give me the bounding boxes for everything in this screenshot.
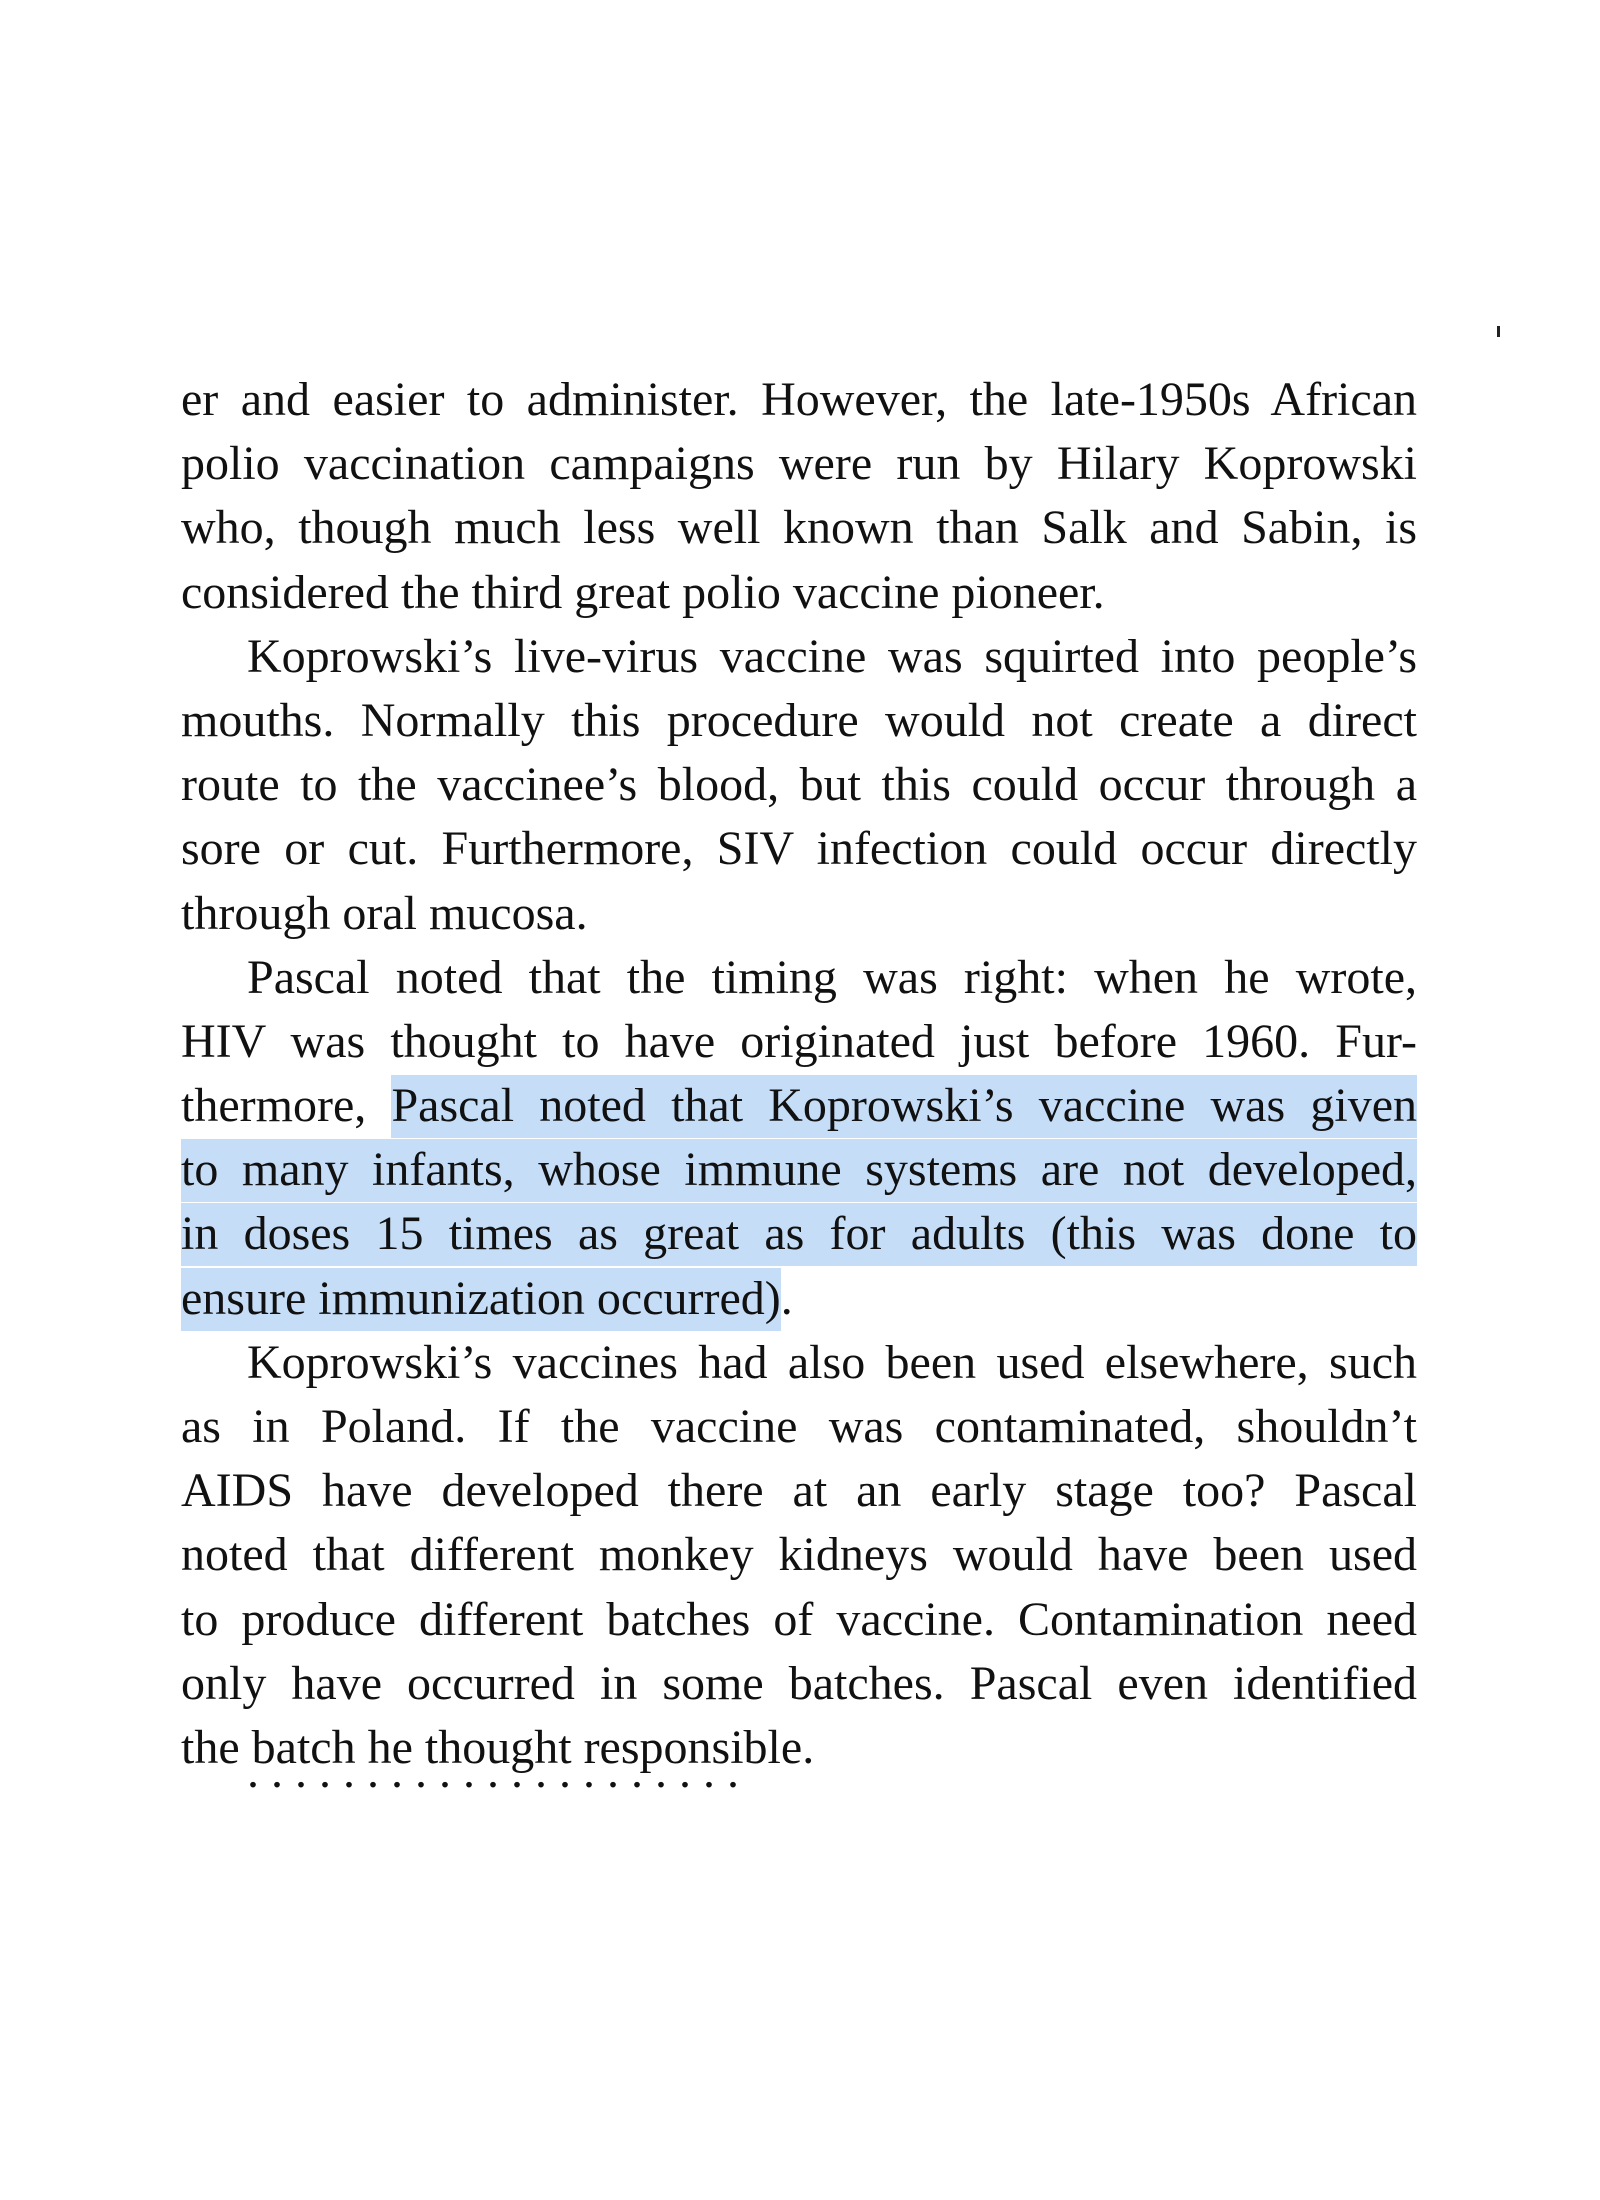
paragraph-1	[181, 368, 1417, 625]
text-line: Koprowski’s live-virus vaccine was squirted into people’s	[247, 629, 1417, 683]
text-line	[181, 1074, 1417, 1138]
body-text	[181, 368, 1417, 1780]
text-line: only have occurred in some batches. Pascal even identified	[181, 1656, 1417, 1710]
text-segment: .	[780, 1271, 793, 1325]
highlighted-text[interactable]: ensure immunization occurred)	[181, 1268, 781, 1331]
text-line	[181, 1202, 1417, 1266]
paragraph-3	[181, 946, 1417, 1331]
text-line: to produce different batches of vaccine. Contamination need	[181, 1592, 1417, 1646]
text-line: mouths. Normally this procedure would not create a direct	[181, 693, 1417, 747]
text-line: sore or cut. Furthermore, SIV infection could occur directly	[181, 822, 1417, 876]
paragraph-2	[181, 625, 1417, 946]
paragraph-4	[181, 1331, 1417, 1780]
text-line	[181, 1267, 1417, 1331]
clipped-next-line	[181, 1780, 1417, 1806]
text-line: route to the vaccinee’s blood, but this could occur through a	[181, 758, 1417, 812]
text-line: polio vaccination campaigns were run by Hilary Koprowski	[181, 437, 1417, 491]
text-segment: thermore,	[181, 1079, 392, 1133]
text-line: er and easier to administer. However, the late-1950s African	[181, 373, 1417, 426]
text-line: Koprowski’s vaccines had also been used elsewhere, such	[247, 1335, 1417, 1389]
page-edge-mark	[1497, 326, 1500, 337]
highlighted-text[interactable]: in doses 15 times as great as for adults (this was done to	[181, 1203, 1417, 1266]
text-line: considered the third great polio vaccine pioneer.	[181, 565, 1105, 619]
text-line	[181, 1138, 1417, 1202]
highlighted-text[interactable]: to many infants, whose immune systems are not developed,	[181, 1139, 1417, 1202]
highlighted-text[interactable]: Pascal noted that Koprowski’s vaccine was given	[391, 1075, 1417, 1138]
text-line: Pascal noted that the timing was right: when he wrote,	[247, 950, 1417, 1004]
text-line: through oral mucosa.	[181, 886, 588, 940]
text-line: who, though much less well known than Salk and Sabin, is	[181, 501, 1417, 555]
text-line: the batch he thought responsible.	[181, 1720, 815, 1774]
text-line: noted that different monkey kidneys would have been used	[181, 1528, 1417, 1582]
text-line: AIDS have developed there at an early stage too? Pascal	[181, 1464, 1417, 1518]
text-line: as in Poland. If the vaccine was contaminated, shouldn’t	[181, 1400, 1417, 1453]
text-line: HIV was thought to have originated just before 1960. Fur-	[181, 1014, 1417, 1068]
